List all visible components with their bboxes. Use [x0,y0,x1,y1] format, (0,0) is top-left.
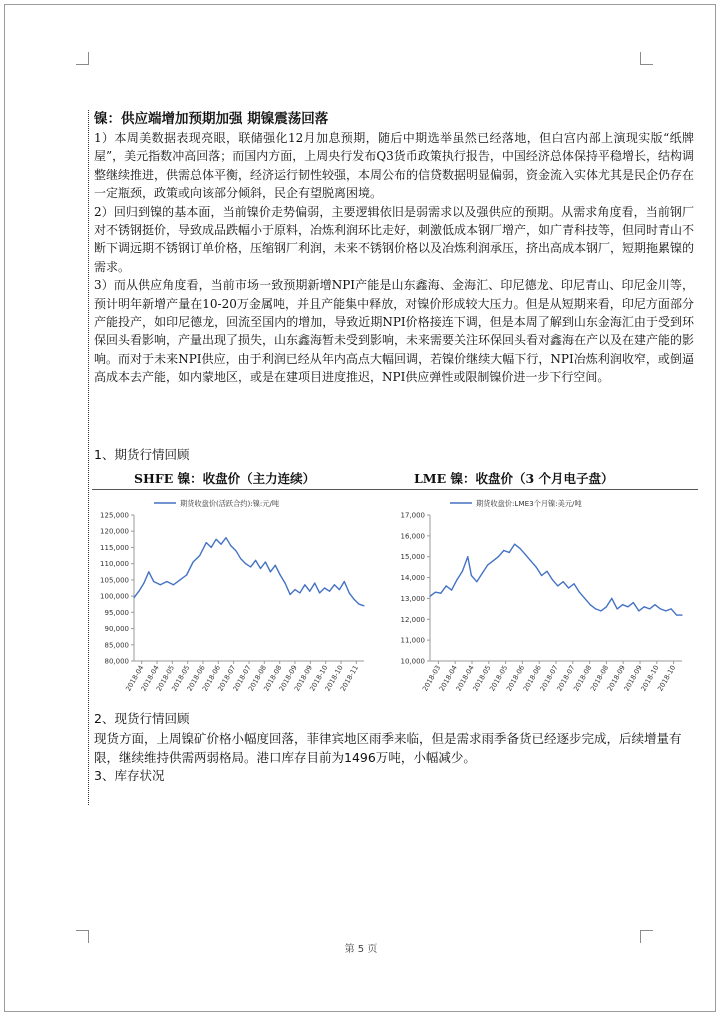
data-point [250,566,251,567]
data-point [206,542,207,543]
data-point [519,548,520,549]
data-point [471,575,472,576]
chart-divider [92,489,698,490]
data-point [546,571,547,572]
data-point [530,560,531,561]
data-point [221,544,222,545]
charts-panel [92,467,698,707]
data-point [216,539,217,540]
heading-inventory: 3、库存状况 [94,768,165,783]
data-point [339,589,340,590]
data-point [590,604,591,605]
data-point [309,591,310,592]
data-point [584,598,585,599]
y-tick-label: 100,000 [100,592,129,601]
chart-title-lme: LME 镍：收盘价（3 个月电子盘） [414,471,614,486]
legend-label: 期货收盘价(活跃合约):镍:元/吨 [180,499,280,508]
x-tick-label: 2018-05 [154,664,177,693]
data-point [148,571,149,572]
x-tick-label: 2018-10 [323,664,345,693]
x-tick-label: 2018-08 [262,664,284,693]
data-point [359,604,360,605]
data-point [563,581,564,582]
data-point [671,608,672,609]
data-point [319,592,320,593]
y-tick-label: 85,000 [104,641,129,650]
data-point [681,615,682,616]
y-tick-label: 16,000 [400,532,425,541]
data-point [354,599,355,600]
data-point [451,590,452,591]
data-point [290,594,291,595]
data-point [193,561,194,562]
data-point [245,563,246,564]
data-point [280,574,281,575]
data-point [240,558,241,559]
left-dotted-rule [88,110,89,805]
y-tick-label: 115,000 [100,543,129,552]
data-point [199,555,200,556]
data-point [294,589,295,590]
x-tick-label: 2018-03 [421,664,443,693]
data-point [514,544,515,545]
data-point [230,545,231,546]
y-tick-label: 110,000 [100,560,129,569]
y-tick-label: 13,000 [400,594,425,603]
data-point [509,552,510,553]
heading-futures-review: 1、期货行情回顾 [94,447,190,462]
data-point [304,584,305,585]
data-point [611,598,612,599]
data-point [435,592,436,593]
data-point [595,608,596,609]
data-point [552,579,553,580]
data-point [255,560,256,561]
x-tick-label: 2018-10 [308,664,330,693]
data-point [173,584,174,585]
data-point [334,584,335,585]
data-point [153,581,154,582]
x-tick-label: 2018-06 [185,664,207,693]
data-point [260,568,261,569]
shfe-nickel-line-chart [92,493,372,705]
y-tick-label: 120,000 [100,527,129,536]
data-point [654,604,655,605]
data-point [573,583,574,584]
x-tick-label: 2018-09 [622,664,644,693]
x-tick-label: 2018-05 [471,664,493,693]
x-tick-label: 2018-07 [538,664,560,693]
x-tick-label: 2018-09 [277,664,299,693]
x-tick-label: 2018-04 [139,664,161,693]
y-tick-label: 95,000 [104,608,129,617]
data-point [541,575,542,576]
data-point [482,573,483,574]
series-line [134,538,364,606]
x-tick-label: 2018-07 [216,664,238,693]
data-point [363,605,364,606]
data-point [166,581,167,582]
data-point [557,585,558,586]
y-tick-label: 15,000 [400,553,425,562]
y-tick-label: 14,000 [400,574,425,583]
data-point [344,581,345,582]
x-tick-label: 2018-09 [292,664,315,693]
x-tick-label: 2018-08 [572,664,594,693]
x-tick-label: 2018-09 [605,664,627,693]
data-point [462,571,463,572]
y-tick-label: 80,000 [104,657,129,666]
data-point [299,592,300,593]
x-tick-label: 2018-07 [555,664,577,693]
section-title: 镍：供应端增加预期加强 期镍震荡回落 [94,111,329,127]
x-tick-label: 2018-06 [200,664,223,693]
data-point [235,550,236,551]
data-point [492,560,493,561]
paragraph-supply: 3）而从供应角度看，当前市场一致预期新增NPI产能是山东鑫海、金海汇、印尼德龙、印尼青山、印尼金川等，预计明年新增产量在10-20万金属吨，并且产能集中释放，对镍价形成较大压力。但是从短期来看，印尼方面部分产能投产，如印尼德龙，回流至国内的增加，导致近期NPI价格接连下调，但是本周了解到山东金海汇由于受到环保回头看影响，产量出现了损失，山东鑫海暂未受到影响，未来需要关注环保回头看对鑫海在产以及在建产能的影响。而对于未来NPI供应，由于利润已经从年内高点大幅回调，若镍价继续大幅下行，NPI冶炼利润收窄，或倒逼高成本去产能，如内蒙地区，或是在建项目进度推迟，NPI供应弹性或限制镍价进一步下行空间。 [94,278,695,385]
series-line [430,544,682,615]
data-point [225,537,226,538]
x-tick-label: 2018-06 [505,664,527,693]
paragraph-demand: 2）回归到镍的基本面，当前镍价走势偏弱，主要逻辑依旧是弱需求以及强供应的预期。从需求角度看，当前钢厂对不锈钢挺价，导致成品跌幅小于原料，冶炼利润环比走好，刺激低成本钢厂增产，如广青科技等，但同时青山不断下调远期不锈钢订单价格，压缩钢厂利润，未来不锈钢价格以及冶炼利润承压，挤出高成本钢厂，短期拖累镍的需求。 [94,204,695,274]
data-point [143,583,144,584]
x-tick-label: 2018-08 [589,664,611,693]
x-tick-label: 2018-05 [170,664,192,693]
data-point [600,610,601,611]
data-point [568,587,569,588]
data-point [179,579,180,580]
data-point [467,556,468,557]
data-point [440,593,441,594]
data-point [329,591,330,592]
data-point [160,584,161,585]
data-point [606,606,607,607]
data-point [138,591,139,592]
legend-label: 期货收盘价:LME3个月镍:美元/吨 [476,499,582,508]
page-number: 第 5 页 [344,944,378,955]
data-point [314,583,315,584]
data-point [525,554,526,555]
x-tick-label: 2018-11 [338,664,361,693]
chart-title-shfe: SHFE 镍：收盘价（主力连续） [134,471,316,486]
data-point [676,615,677,616]
paragraph-macro: 1）本周美数据表现亮眼，联储强化12月加息预期，随后中期选举虽然已经落地，但白宫内部上演现实版“纸牌屋”，美元指数冲高回落；而国内方面，上周央行发布Q3货币政策执行报告，中国经济总体保持平稳增长，结构调整继续推进，供需总体平衡，经济运行韧性较强，本周公布的信贷数据明显偏弱，资金流入实体尤其是民企仍存在一定瓶颈，政策或向该部分倾斜，民企有望脱离困境。 [94,131,695,201]
y-tick-label: 10,000 [400,657,425,666]
y-tick-label: 17,000 [400,511,425,520]
spot-paragraph: 现货方面，上周镍矿价格小幅度回落，菲律宾地区雨季来临，但是需求雨季备货已经逐步完成，后续增量有限，继续维持供需两弱格局。港口库存目前为1496万吨，小幅减少。 [94,731,682,765]
y-tick-label: 125,000 [100,511,129,520]
data-point [275,565,276,566]
x-tick-label: 2018-05 [488,664,510,693]
data-point [633,602,634,603]
data-point [649,608,650,609]
data-point [133,597,134,598]
data-point [622,604,623,605]
data-point [617,608,618,609]
report-body [94,110,694,387]
data-point [503,550,504,551]
y-tick-label: 90,000 [104,625,129,634]
data-point [536,567,537,568]
x-tick-label: 2018-07 [231,664,253,693]
data-point [498,556,499,557]
x-tick-label: 2018-04 [437,664,459,693]
data-point [211,547,212,548]
data-point [446,585,447,586]
heading-spot-review: 2、现货行情回顾 [94,711,190,726]
x-tick-label: 2018-10 [656,664,678,693]
data-point [476,581,477,582]
data-point [660,608,661,609]
y-tick-label: 12,000 [400,615,425,624]
data-point [324,587,325,588]
data-point [186,574,187,575]
x-tick-label: 2018-04 [454,664,476,693]
data-point [665,610,666,611]
x-tick-label: 2018-04 [124,664,146,693]
data-point [270,571,271,572]
y-tick-label: 11,000 [400,636,425,645]
data-point [627,606,628,607]
data-point [265,561,266,562]
data-point [638,610,639,611]
corner-mark-top-left [76,52,89,65]
data-point [644,606,645,607]
y-tick-label: 105,000 [100,576,129,585]
x-tick-label: 2018-06 [521,664,543,693]
lme-nickel-line-chart [390,493,690,705]
data-point [579,592,580,593]
data-point [456,579,457,580]
corner-mark-top-right [640,52,653,65]
x-tick-label: 2018-08 [246,664,269,693]
data-point [285,583,286,584]
data-point [429,596,430,597]
data-point [487,565,488,566]
x-tick-label: 2018-10 [639,664,661,693]
data-point [349,592,350,593]
